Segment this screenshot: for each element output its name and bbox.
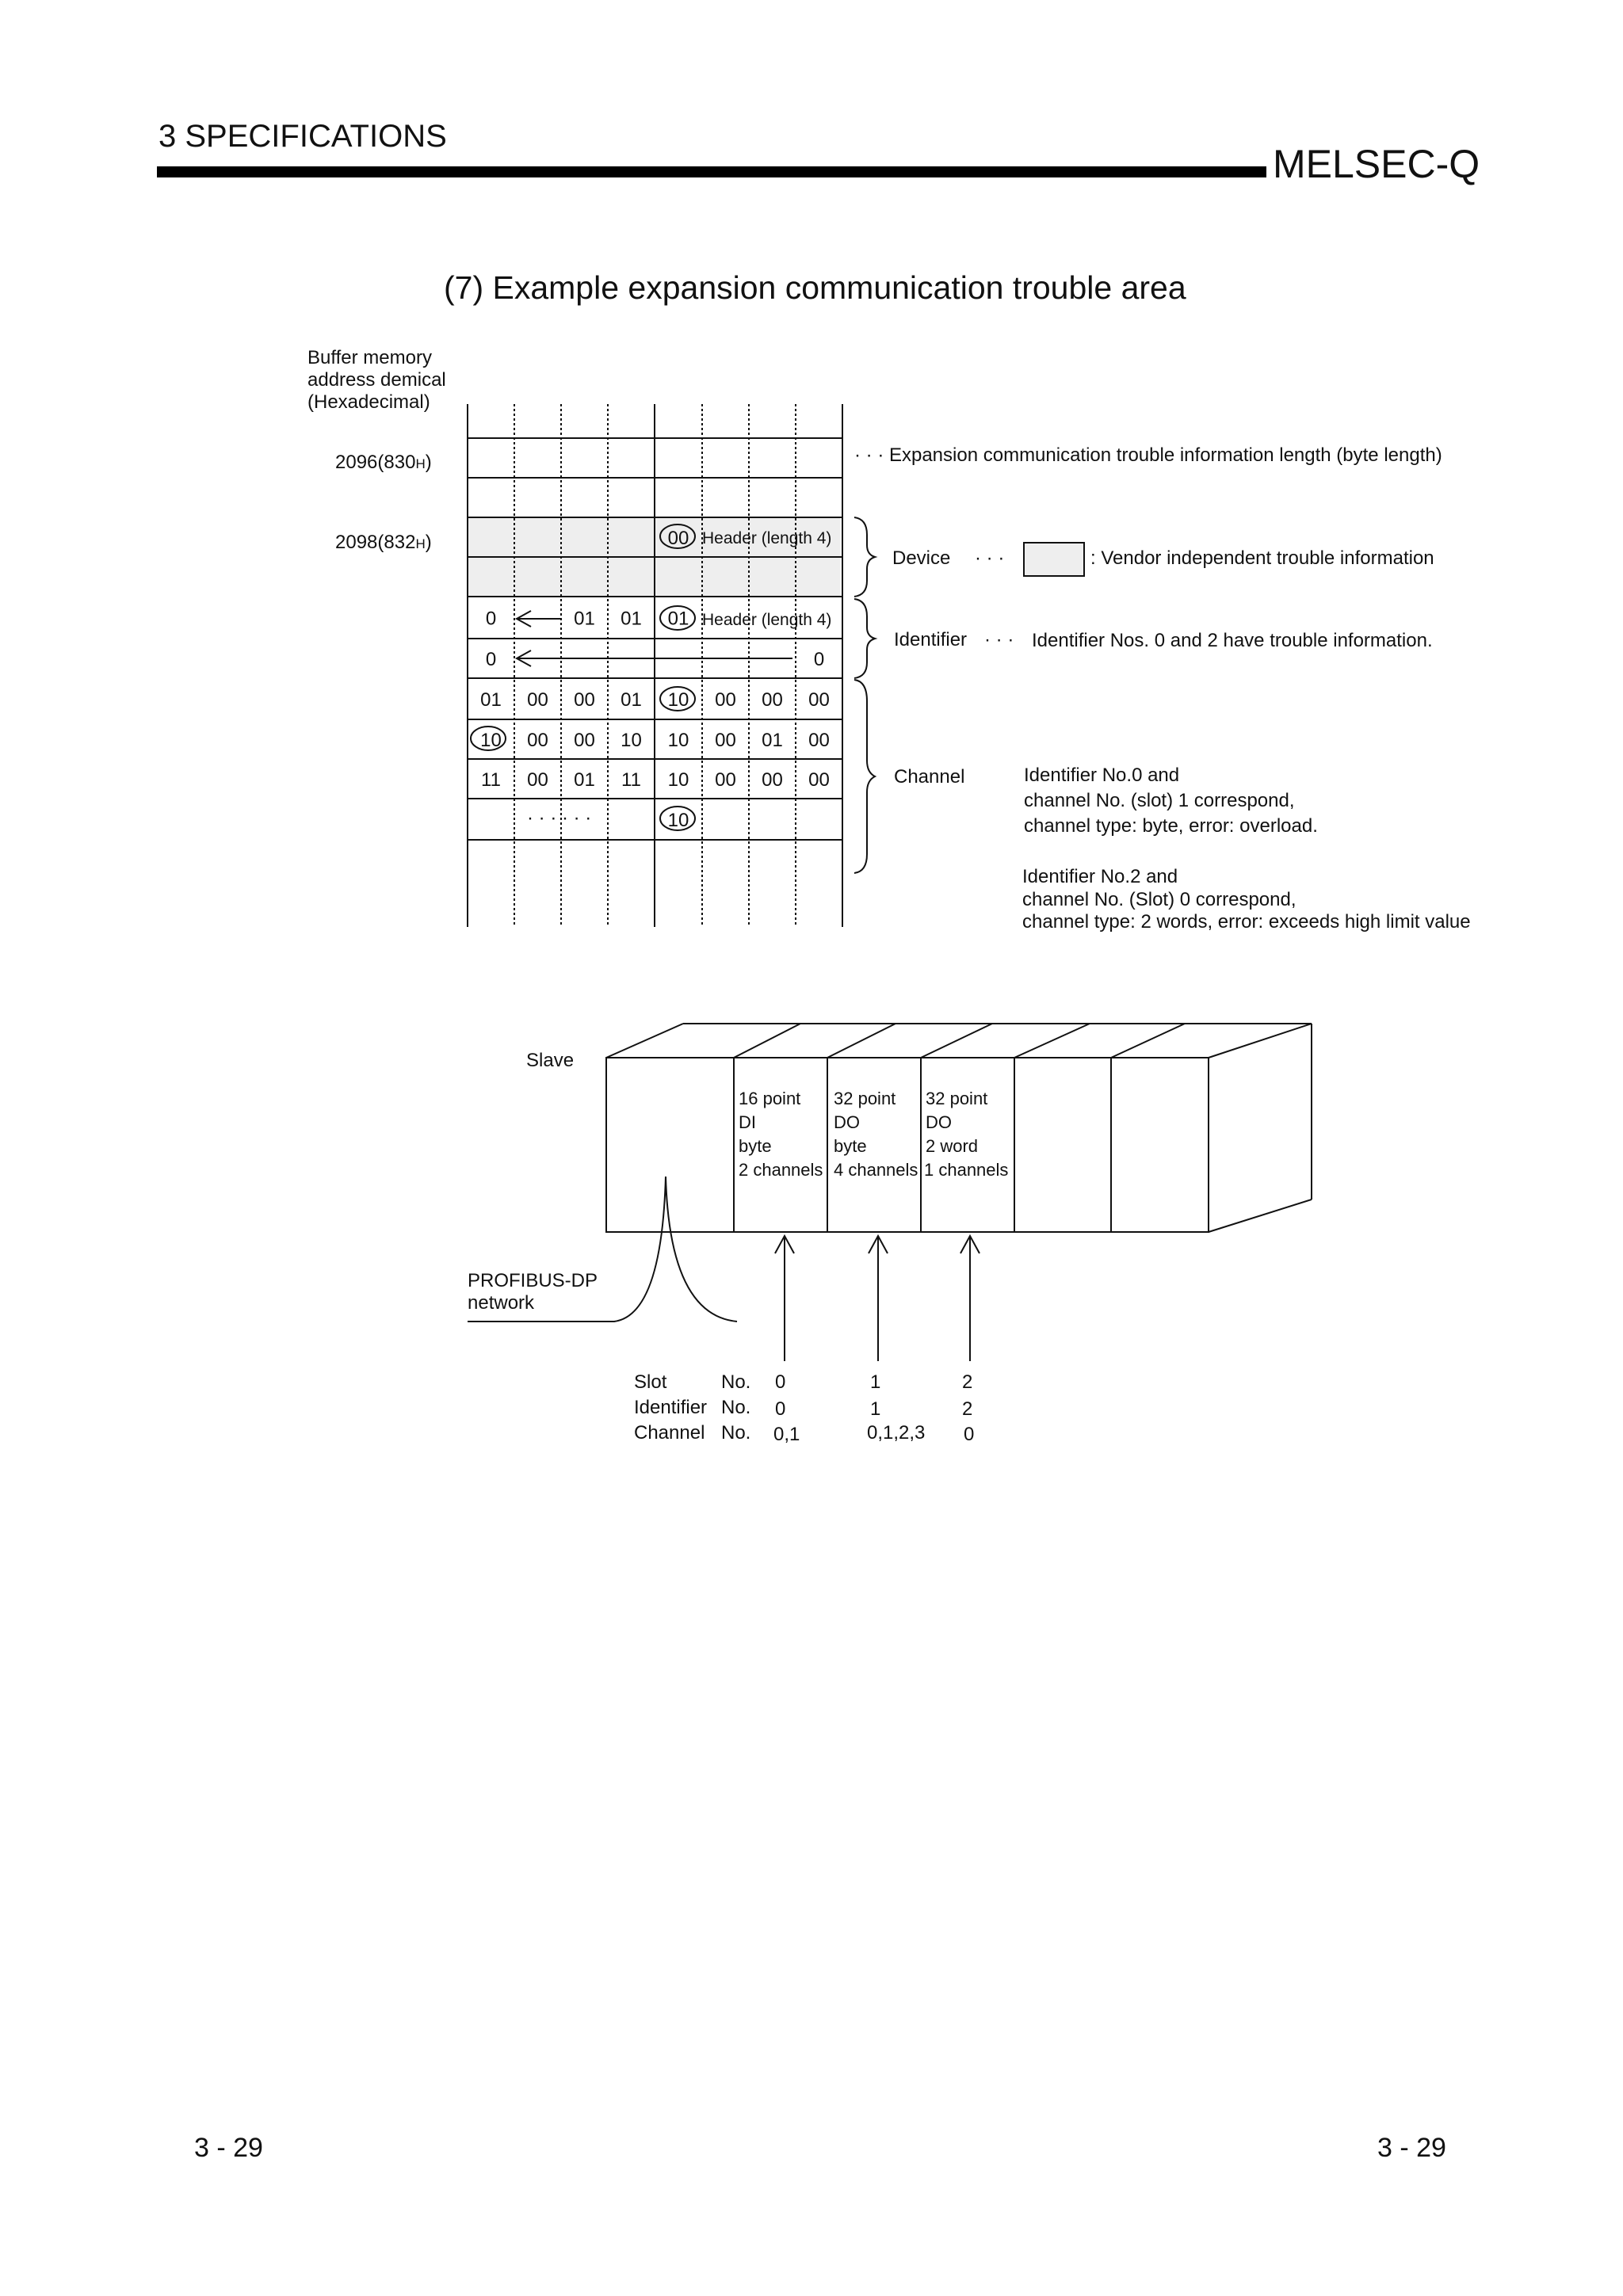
channel-note-1 — [1024, 765, 1318, 837]
memory-cell-value: 11 — [481, 769, 501, 791]
network-label-line-1: PROFIBUS-DP — [468, 1270, 598, 1291]
identifier-row-label: Identifier — [634, 1397, 708, 1418]
memory-grid — [468, 404, 842, 927]
module-0-spec — [739, 1089, 823, 1180]
memory-cell-value: 11 — [621, 769, 641, 791]
channel-note-1-line: Identifier No.0 and — [1024, 765, 1180, 786]
page-number-right: 3 - 29 — [1377, 2133, 1446, 2163]
memory-cell-value: 01 — [574, 608, 595, 630]
identifier-dots: · · · — [984, 629, 1014, 650]
module-spec-line: DI — [739, 1112, 756, 1132]
memory-cell-value: 10 — [667, 769, 689, 791]
module-spec-line: DO — [926, 1112, 952, 1132]
memory-cell-value: 10 — [667, 730, 689, 751]
module-spec-line: 16 point — [739, 1089, 801, 1108]
slave-label: Slave — [526, 1050, 575, 1071]
legend-text: : Vendor independent trouble information — [1090, 547, 1434, 569]
memory-cell-value: 00 — [762, 689, 783, 711]
length-note: · · · Expansion communication trouble information length (byte length) — [854, 444, 1442, 466]
module-spec-line: DO — [834, 1112, 860, 1132]
identifier-value: 1 — [870, 1398, 881, 1420]
memory-cell-value: 01 — [667, 608, 689, 630]
module-2-spec — [924, 1089, 1008, 1180]
channel-value: 0,1 — [773, 1424, 800, 1445]
memory-cell-value: 00 — [715, 730, 736, 751]
channel-note-1-line: channel type: byte, error: overload. — [1024, 815, 1318, 837]
page-number-left: 3 - 29 — [194, 2133, 263, 2163]
address-header — [307, 347, 446, 413]
group-label-device: Device — [892, 547, 951, 569]
module-spec-line: 32 point — [834, 1089, 896, 1108]
channel-row-label: Channel — [634, 1422, 705, 1444]
channel-value: 0,1,2,3 — [867, 1422, 926, 1444]
address-header-line-1: Buffer memory — [307, 347, 432, 368]
slot-row-label: Slot — [634, 1371, 667, 1393]
memory-cell-value: 00 — [715, 769, 736, 791]
identifier-note: Identifier Nos. 0 and 2 have trouble information. — [1032, 630, 1433, 651]
memory-cell-value: 00 — [808, 689, 830, 711]
slot-table — [634, 1371, 974, 1445]
memory-cell-value: 01 — [480, 689, 502, 711]
identifier-value: 0 — [775, 1398, 786, 1420]
channel-note-2-line: Identifier No.2 and — [1022, 866, 1178, 887]
memory-cell-value: 00 — [808, 769, 830, 791]
module-spec-line: 2 channels — [739, 1160, 823, 1180]
slave-rack — [468, 1024, 1312, 1361]
slot-value: 0 — [775, 1371, 786, 1393]
memory-cell-value: 0 — [813, 649, 825, 670]
address-2098: 2098(832H) — [335, 532, 432, 553]
memory-cell-value: 00 — [574, 730, 595, 751]
identifier-value: 2 — [962, 1398, 973, 1420]
network-label-line-2: network — [468, 1292, 535, 1314]
module-spec-line: 1 channels — [924, 1160, 1009, 1180]
memory-cell-value: 00 — [715, 689, 736, 711]
memory-cell-value: 10 — [480, 730, 502, 751]
channel-note-1-line: channel No. (slot) 1 correspond, — [1024, 790, 1295, 811]
group-label-identifier: Identifier — [894, 629, 968, 650]
module-spec-line: 4 channels — [834, 1160, 918, 1180]
continuation-dots: · · · · · · — [527, 807, 592, 829]
module-spec-line: 2 word — [926, 1136, 979, 1156]
brace-icon — [854, 517, 875, 873]
address-header-line-2: address demical — [307, 369, 446, 391]
section-title: (7) Example expansion communication trouble area — [444, 269, 1186, 306]
address-header-line-3: (Hexadecimal) — [307, 391, 430, 413]
channel-note-2-line: channel type: 2 words, error: exceeds high limit value — [1022, 911, 1471, 933]
memory-cell-value: 10 — [621, 730, 642, 751]
slot-value: 1 — [870, 1371, 881, 1393]
module-spec-line: byte — [834, 1136, 867, 1156]
module-spec-line: 32 point — [926, 1089, 988, 1108]
group-label-channel: Channel — [894, 766, 965, 788]
memory-cell-value: 00 — [527, 730, 548, 751]
module-spec-line: byte — [739, 1136, 772, 1156]
memory-cell-value: 10 — [667, 689, 689, 711]
slot-value: 2 — [962, 1371, 973, 1393]
channel-note-2-line: channel No. (Slot) 0 correspond, — [1022, 889, 1296, 910]
memory-cell-value: 01 — [621, 689, 642, 711]
memory-cell-value: 00 — [574, 689, 595, 711]
channel-note-2 — [1022, 866, 1471, 933]
memory-cell-value: 00 — [527, 689, 548, 711]
memory-cell-value: 00 — [762, 769, 783, 791]
module-1-spec — [834, 1089, 918, 1180]
memory-cell-value: 01 — [621, 608, 642, 630]
header-note-device: Header (length 4) — [702, 529, 832, 547]
channel-value: 0 — [964, 1424, 975, 1445]
no-label: No. — [721, 1371, 751, 1393]
memory-cell-value: 00 — [808, 730, 830, 751]
memory-cell-value: 0 — [485, 649, 497, 670]
memory-cell-value: 00 — [667, 528, 689, 549]
device-dots: · · · — [975, 547, 1005, 569]
address-2096: 2096(830H) — [335, 452, 432, 473]
memory-cell-value: 00 — [527, 769, 548, 791]
chapter-heading: 3 SPECIFICATIONS — [158, 119, 447, 154]
brand-name: MELSEC-Q — [1273, 142, 1480, 186]
memory-cell-value: 0 — [485, 608, 497, 630]
no-label: No. — [721, 1422, 751, 1444]
header-note-identifier: Header (length 4) — [702, 611, 832, 629]
memory-cell-value: 01 — [574, 769, 595, 791]
memory-cell-value: 01 — [762, 730, 783, 751]
no-label: No. — [721, 1397, 751, 1418]
legend-swatch — [1024, 543, 1084, 576]
memory-cell-value: 10 — [667, 810, 689, 831]
